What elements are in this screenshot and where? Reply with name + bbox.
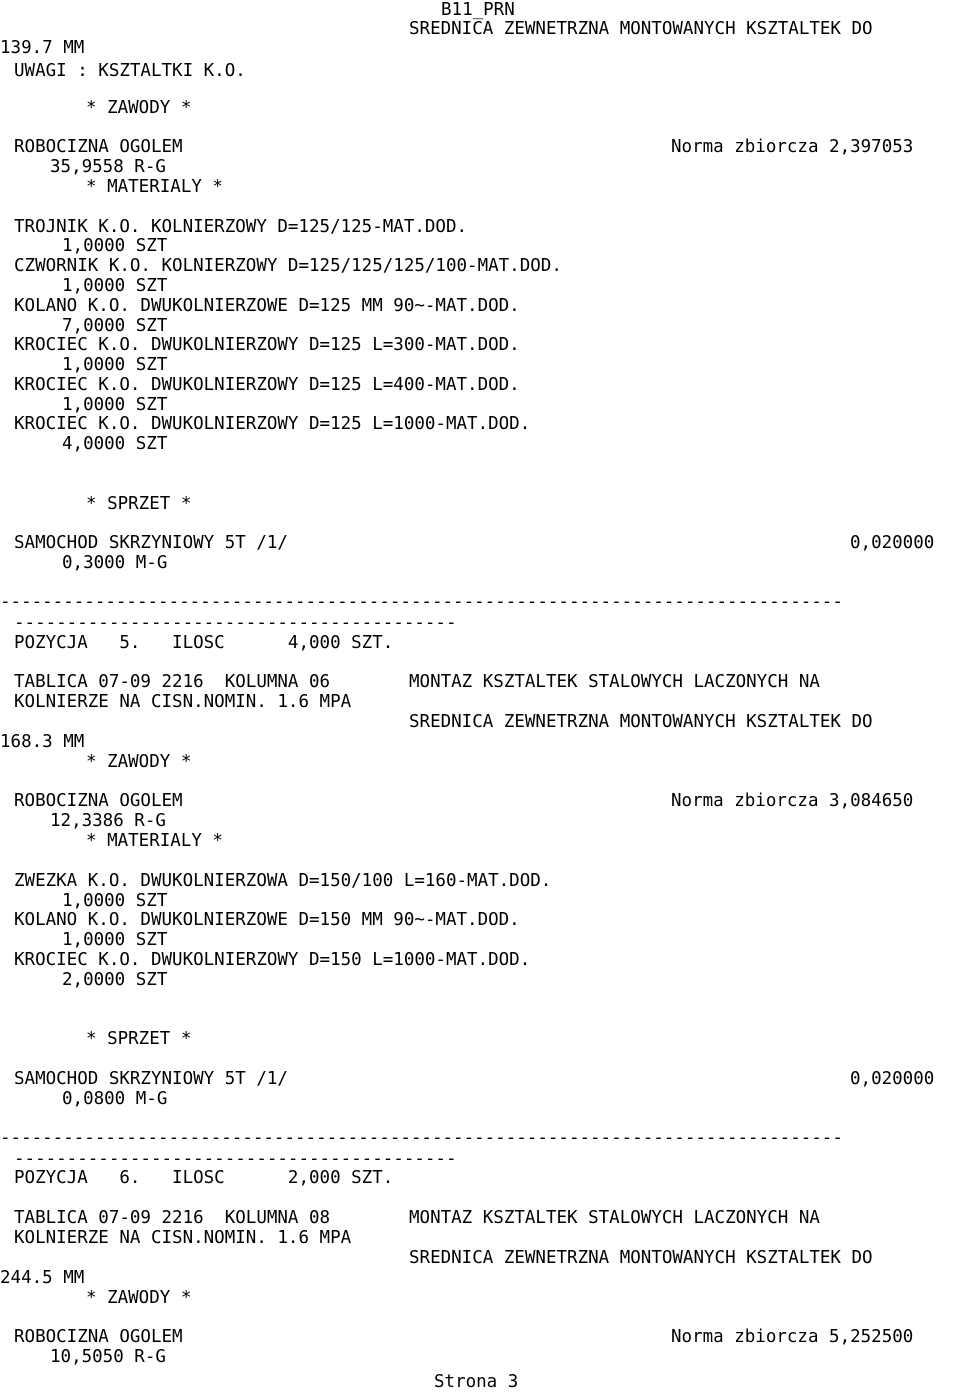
material-name: KROCIEC K.O. DWUKOLNIERZOWY D=125 L=1000-MAT.DOD. xyxy=(14,414,531,434)
labor-label: ROBOCIZNA OGOLEM xyxy=(14,1327,183,1347)
material-qty: 4,0000 SZT xyxy=(62,434,168,454)
material-name: KOLANO K.O. DWUKOLNIERZOWE D=125 MM 90~-MAT.DOD. xyxy=(14,296,520,316)
trades-heading: * ZAWODY * xyxy=(86,1288,192,1308)
material-name: KOLANO K.O. DWUKOLNIERZOWE D=150 MM 90~-MAT.DOD. xyxy=(14,910,520,930)
labor-value: 10,5050 R-G xyxy=(50,1347,166,1367)
diameter-line: 168.3 MM xyxy=(0,732,85,752)
material-qty: 1,0000 SZT xyxy=(62,891,168,911)
material-qty: 1,0000 SZT xyxy=(62,276,168,296)
material-qty: 2,0000 SZT xyxy=(62,970,168,990)
material-name: KROCIEC K.O. DWUKOLNIERZOWY D=150 L=1000-MAT.DOD. xyxy=(14,950,531,970)
labor-label: ROBOCIZNA OGOLEM xyxy=(14,791,183,811)
labor-label: ROBOCIZNA OGOLEM xyxy=(14,137,183,157)
labor-value: 12,3386 R-G xyxy=(50,811,166,831)
header-description: SREDNICA ZEWNETRZNA MONTOWANYCH KSZTALTEK DO xyxy=(409,19,873,39)
labor-value: 35,9558 R-G xyxy=(50,157,166,177)
equipment-norm: 0,020000 xyxy=(850,533,935,553)
material-name: KROCIEC K.O. DWUKOLNIERZOWY D=125 L=400-MAT.DOD. xyxy=(14,375,520,395)
material-qty: 7,0000 SZT xyxy=(62,316,168,336)
separator: -------------------------------------------------------------------------------- xyxy=(0,592,843,612)
material-qty: 1,0000 SZT xyxy=(62,930,168,950)
materials-heading: * MATERIALY * xyxy=(86,177,223,197)
material-name: TROJNIK K.O. KOLNIERZOWY D=125/125-MAT.DOD. xyxy=(14,217,468,237)
position-line: POZYCJA 6. ILOSC 2,000 SZT. xyxy=(14,1168,394,1188)
page-number: Strona 3 xyxy=(434,1372,519,1392)
norm-value: Norma zbiorcza 2,397053 xyxy=(671,137,914,157)
equipment-heading: * SPRZET * xyxy=(86,1029,192,1049)
material-name: KROCIEC K.O. DWUKOLNIERZOWY D=125 L=300-MAT.DOD. xyxy=(14,335,520,355)
material-name: CZWORNIK K.O. KOLNIERZOWY D=125/125/125/100-MAT.DOD. xyxy=(14,256,562,276)
equipment-norm: 0,020000 xyxy=(850,1069,935,1089)
position-description: SREDNICA ZEWNETRZNA MONTOWANYCH KSZTALTEK DO xyxy=(409,712,873,732)
equipment-qty: 0,0800 M-G xyxy=(62,1089,168,1109)
material-qty: 1,0000 SZT xyxy=(62,355,168,375)
norm-value: Norma zbiorcza 3,084650 xyxy=(671,791,914,811)
diameter-line: 139.7 MM xyxy=(0,38,85,58)
equipment-name: SAMOCHOD SKRZYNIOWY 5T /1/ xyxy=(14,533,288,553)
notes-line: UWAGI : KSZTALTKI K.O. xyxy=(14,61,246,81)
trades-heading: * ZAWODY * xyxy=(86,752,192,772)
diameter-line: 244.5 MM xyxy=(0,1268,85,1288)
separator: ------------------------------------------ xyxy=(14,613,457,633)
position-description: SREDNICA ZEWNETRZNA MONTOWANYCH KSZTALTEK DO xyxy=(409,1248,873,1268)
flange-pressure: KOLNIERZE NA CISN.NOMIN. 1.6 MPA xyxy=(14,692,352,712)
position-description: MONTAZ KSZTALTEK STALOWYCH LACZONYCH NA xyxy=(409,672,820,692)
materials-heading: * MATERIALY * xyxy=(86,831,223,851)
equipment-heading: * SPRZET * xyxy=(86,494,192,514)
norm-value: Norma zbiorcza 5,252500 xyxy=(671,1327,914,1347)
equipment-name: SAMOCHOD SKRZYNIOWY 5T /1/ xyxy=(14,1069,288,1089)
equipment-qty: 0,3000 M-G xyxy=(62,553,168,573)
position-line: POZYCJA 5. ILOSC 4,000 SZT. xyxy=(14,633,394,653)
material-name: ZWEZKA K.O. DWUKOLNIERZOWA D=150/100 L=160-MAT.DOD. xyxy=(14,871,552,891)
material-qty: 1,0000 SZT xyxy=(62,236,168,256)
flange-pressure: KOLNIERZE NA CISN.NOMIN. 1.6 MPA xyxy=(14,1228,352,1248)
report-title: B11_PRN xyxy=(441,0,515,20)
trades-heading: * ZAWODY * xyxy=(86,98,192,118)
table-reference: TABLICA 07-09 2216 KOLUMNA 08 xyxy=(14,1208,331,1228)
position-description: MONTAZ KSZTALTEK STALOWYCH LACZONYCH NA xyxy=(409,1208,820,1228)
separator: ------------------------------------------ xyxy=(14,1149,457,1169)
table-reference: TABLICA 07-09 2216 KOLUMNA 06 xyxy=(14,672,331,692)
material-qty: 1,0000 SZT xyxy=(62,395,168,415)
separator: -------------------------------------------------------------------------------- xyxy=(0,1128,843,1148)
